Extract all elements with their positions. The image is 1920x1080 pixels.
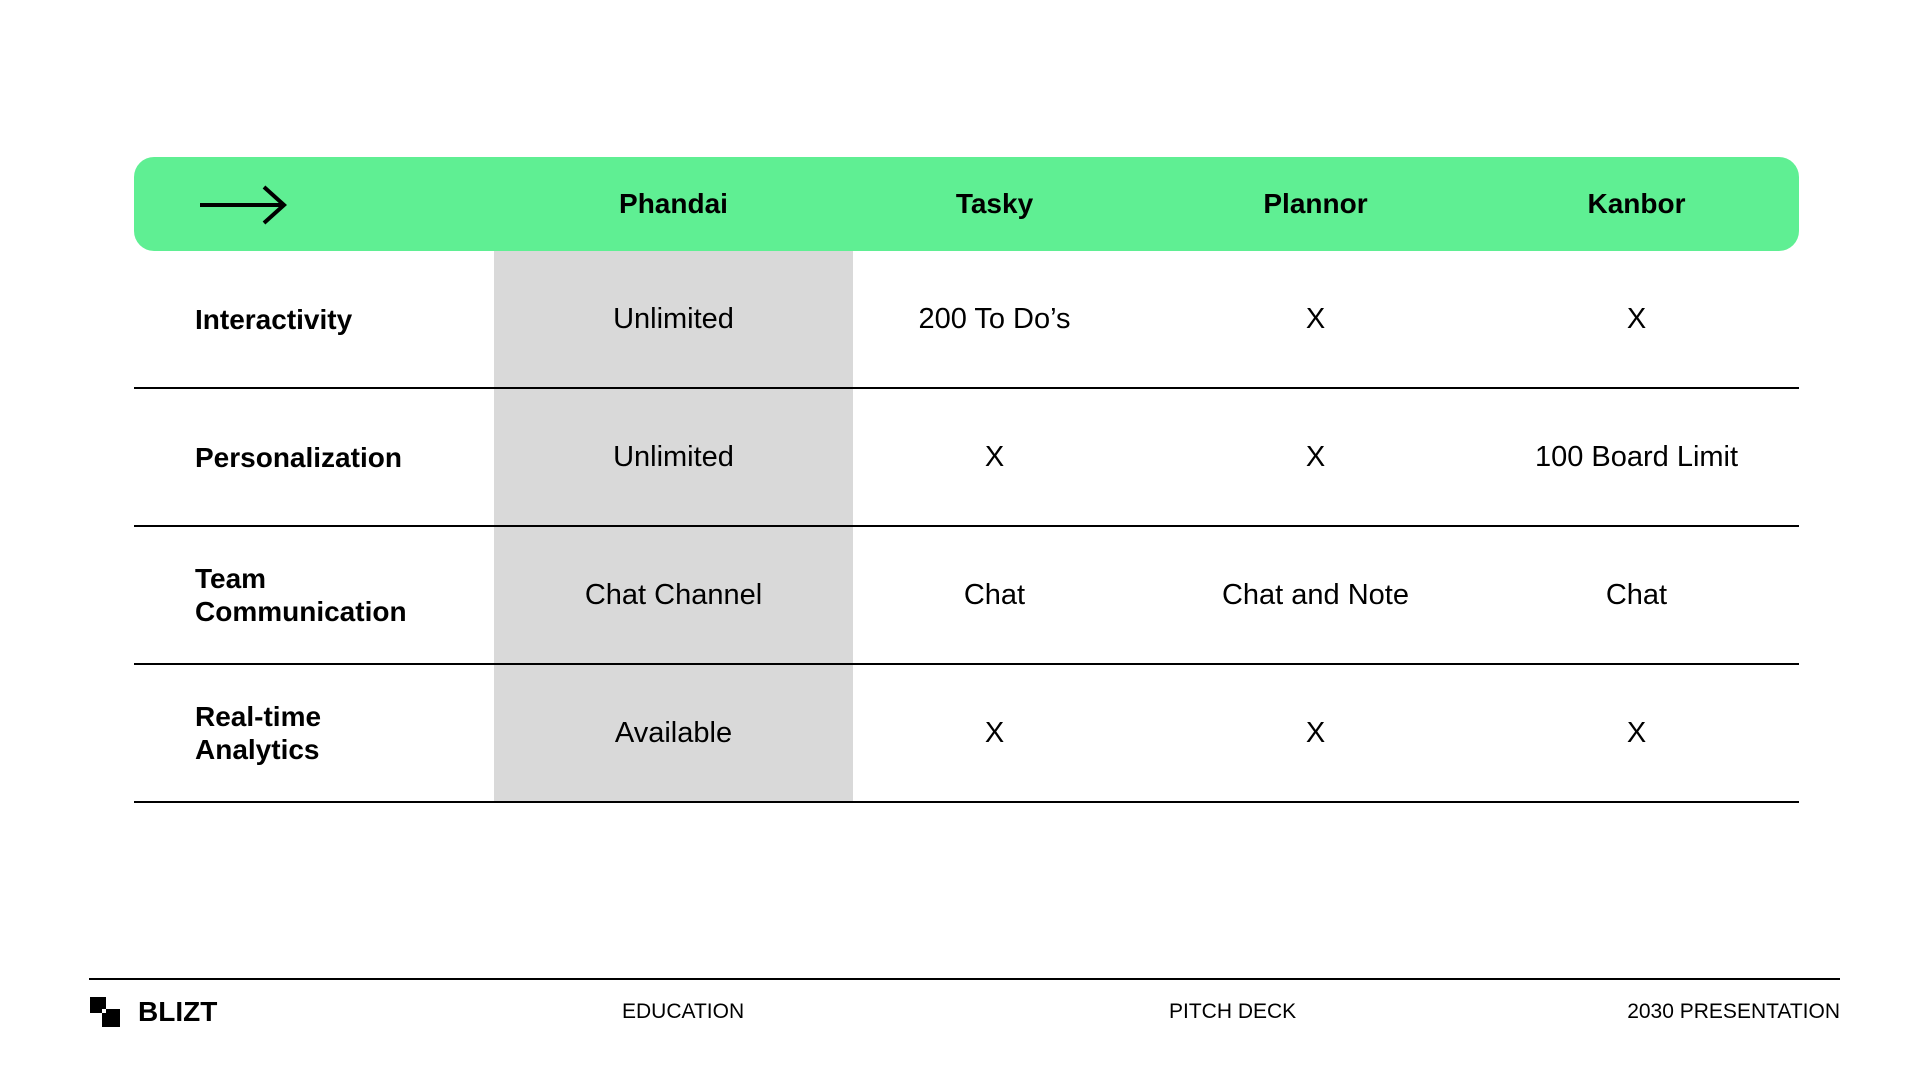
table-row (134, 389, 1799, 527)
table-cell: Chat and Note (1221, 578, 1409, 611)
footer-type: PITCH DECK (1169, 1000, 1297, 1023)
table-cell: Unlimited (613, 440, 734, 473)
table-cell: X (1626, 302, 1647, 335)
table-row (134, 665, 1799, 803)
column-header-phandai: Phandai (619, 188, 728, 219)
footer-event: 2030 PRESENTATION (1627, 1000, 1840, 1023)
table-cell: Chat Channel (584, 578, 763, 611)
footer-brand (90, 992, 217, 1032)
table-cell: X (1305, 440, 1326, 473)
table-cell: Chat (1605, 578, 1668, 611)
arrow-right-icon (198, 184, 288, 226)
blizt-logo-icon (90, 997, 120, 1027)
table-cell: X (984, 716, 1005, 749)
table-cell: X (1626, 716, 1647, 749)
column-header-tasky: Tasky (955, 188, 1034, 219)
table-cell: Chat (963, 578, 1026, 611)
column-header-kanbor: Kanbor (1587, 188, 1686, 219)
column-header-plannor: Plannor (1263, 188, 1368, 219)
table-cell: X (1305, 302, 1326, 335)
row-label: Personalization (195, 441, 402, 473)
table-row (134, 251, 1799, 389)
brand-name: BLIZT (138, 996, 218, 1027)
table-cell: Unlimited (613, 302, 734, 335)
table-cell: Available (614, 716, 733, 749)
footer-category: EDUCATION (622, 1000, 745, 1023)
table-cell: X (1305, 716, 1326, 749)
row-label: Real-time Analytics (195, 701, 322, 765)
footer-divider (89, 978, 1840, 980)
row-label: Team Communication (195, 563, 407, 627)
table-cell: 200 To Do’s (918, 302, 1071, 335)
table-cell: 100 Board Limit (1534, 440, 1739, 473)
table-row (134, 527, 1799, 665)
table-cell: X (984, 440, 1005, 473)
row-label: Interactivity (195, 303, 353, 335)
